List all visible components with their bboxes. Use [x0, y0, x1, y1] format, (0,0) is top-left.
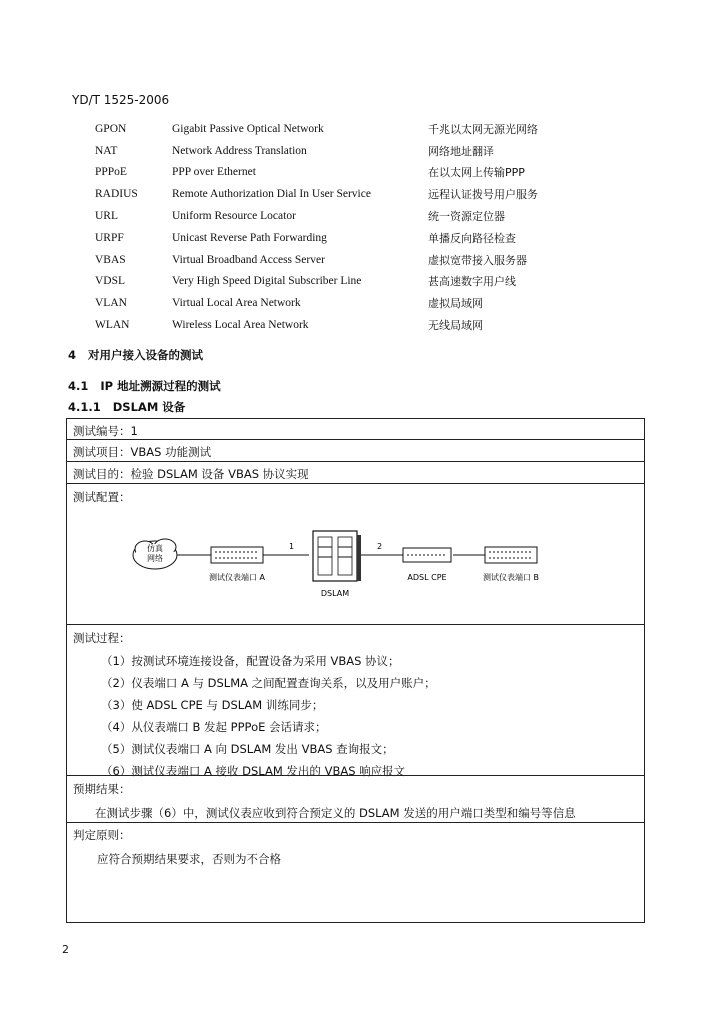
cloud-label: 仿真网络 [147, 544, 163, 563]
abbreviation-abbr: VDSL [95, 275, 126, 288]
abbreviation-zh: 千兆以太网无源光网络 [428, 122, 538, 136]
abbreviation-en: Gigabit Passive Optical Network [172, 122, 324, 135]
section-number: 4 [68, 348, 77, 362]
abbreviation-list [95, 118, 615, 336]
section-title: DSLAM 设备 [112, 400, 186, 414]
abbreviation-abbr: URL [95, 210, 118, 223]
tester-port-b-label: 测试仪表端口 B [482, 573, 540, 582]
criteria-text: 应符合预期结果要求，否则为不合格 [97, 852, 281, 866]
link-1-label: 1 [289, 542, 295, 551]
abbreviation-row [95, 205, 615, 227]
abbreviation-abbr: VBAS [95, 253, 126, 266]
abbreviation-zh: 单播反向路径检查 [428, 231, 516, 245]
abbreviation-row [95, 162, 615, 184]
test-case-table: 测试编号：1 测试项目：VBAS 功能测试 测试目的：检验 DSLAM 设备 VBAS 协议实现 测试配置： 仿真网络 1 2 测试仪表端口 A DSLAM ADSL CPE 测试仪表端口 B 测试过程： （1）按测试环境连接设备，配置设备为采用 VBAS 协议； （2）仪表端口 A 与 DSLMA 之间配置查询关系，以及用户账户； （3）使 ADSL CPE 与 DSLAM 训练同步； （4）从仪表端口 B 发起 PPPoE 会话请求； （5）测试仪表端口 A 向 DSLAM 发出 VBAS 查询报文； （6）测试仪表端口 A 接收 DSLAM 发出的 VBAS 响应报文 预期结果： 在测试步骤（6）中，测试仪表应收到符合预定义的 DSLAM 发送的用户端口类型和编号等信息 判定原则： 应符合预期结果要求，否则为不合格 [66, 418, 645, 923]
abbreviation-row [95, 271, 615, 293]
procedure-step: （3）使 ADSL CPE 与 DSLAM 训练同步； [101, 698, 324, 712]
procedure-step: （5）测试仪表端口 A 向 DSLAM 发出 VBAS 查询报文； [101, 742, 394, 756]
section-4-1-heading [68, 378, 221, 394]
abbreviation-row [95, 118, 615, 140]
procedure-step: （6）测试仪表端口 A 接收 DSLAM 发出的 VBAS 响应报文 [101, 764, 406, 778]
cloud-icon [133, 539, 177, 569]
abbreviation-row [95, 227, 615, 249]
section-4-heading [68, 347, 203, 363]
abbreviation-row [95, 292, 615, 314]
document-header: YD/T 1525-2006 [72, 93, 170, 107]
adsl-cpe-label: ADSL CPE [407, 573, 447, 582]
abbreviation-en: Unicast Reverse Path Forwarding [172, 231, 327, 244]
section-number: 4.1 [68, 379, 89, 393]
abbreviation-zh: 在以太网上传输PPP [428, 166, 525, 180]
tester-port-a-icon [211, 547, 263, 563]
abbreviation-zh: 虚拟宽带接入服务器 [428, 253, 527, 267]
abbreviation-en: Uniform Resource Locator [172, 210, 296, 223]
abbreviation-zh: 无线局域网 [428, 319, 483, 333]
dslam-label: DSLAM [320, 589, 350, 598]
abbreviation-row [95, 140, 615, 162]
abbreviation-en: Wireless Local Area Network [172, 319, 309, 332]
abbreviation-zh: 网络地址翻译 [428, 144, 494, 158]
section-number: 4.1.1 [68, 400, 101, 414]
abbreviation-abbr: URPF [95, 231, 124, 244]
abbreviation-abbr: VLAN [95, 297, 127, 310]
abbreviation-en: Remote Authorization Dial In User Service [172, 188, 371, 201]
tester-port-b-icon [485, 547, 537, 563]
section-title: 对用户接入设备的测试 [88, 348, 204, 362]
procedure-step: （4）从仪表端口 B 发起 PPPoE 会话请求； [101, 720, 327, 734]
abbreviation-row [95, 183, 615, 205]
abbreviation-abbr: NAT [95, 144, 118, 157]
abbreviation-en: Very High Speed Digital Subscriber Line [172, 275, 362, 288]
abbreviation-en: PPP over Ethernet [172, 166, 256, 179]
abbreviation-en: Virtual Local Area Network [172, 297, 301, 310]
dslam-icon [313, 531, 361, 581]
abbreviation-zh: 统一资源定位器 [428, 210, 505, 224]
abbreviation-abbr: PPPoE [95, 166, 127, 179]
procedure-step: （1）按测试环境连接设备，配置设备为采用 VBAS 协议； [101, 654, 400, 668]
abbreviation-zh: 远程认证拨号用户服务 [428, 188, 538, 202]
abbreviation-abbr: WLAN [95, 319, 130, 332]
abbreviation-zh: 虚拟局域网 [428, 297, 483, 311]
abbreviation-abbr: RADIUS [95, 188, 138, 201]
tester-port-a-label: 测试仪表端口 A [208, 573, 266, 582]
network-diagram [131, 529, 551, 609]
abbreviation-zh: 甚高速数字用户线 [428, 275, 516, 289]
page-number: 2 [62, 943, 69, 956]
abbreviation-en: Network Address Translation [172, 144, 307, 157]
section-title: IP 地址溯源过程的测试 [100, 379, 221, 393]
section-4-1-1-heading [68, 399, 185, 415]
expected-text: 在测试步骤（6）中，测试仪表应收到符合预定义的 DSLAM 发送的用户端口类型和编号等信息 [95, 806, 576, 820]
abbreviation-row [95, 249, 615, 271]
abbreviation-en: Virtual Broadband Access Server [172, 253, 325, 266]
adsl-cpe-icon [403, 548, 451, 562]
abbreviation-row [95, 314, 615, 336]
link-2-label: 2 [377, 542, 383, 551]
procedure-step: （2）仪表端口 A 与 DSLMA 之间配置查询关系，以及用户账户； [101, 676, 436, 690]
abbreviation-abbr: GPON [95, 122, 127, 135]
